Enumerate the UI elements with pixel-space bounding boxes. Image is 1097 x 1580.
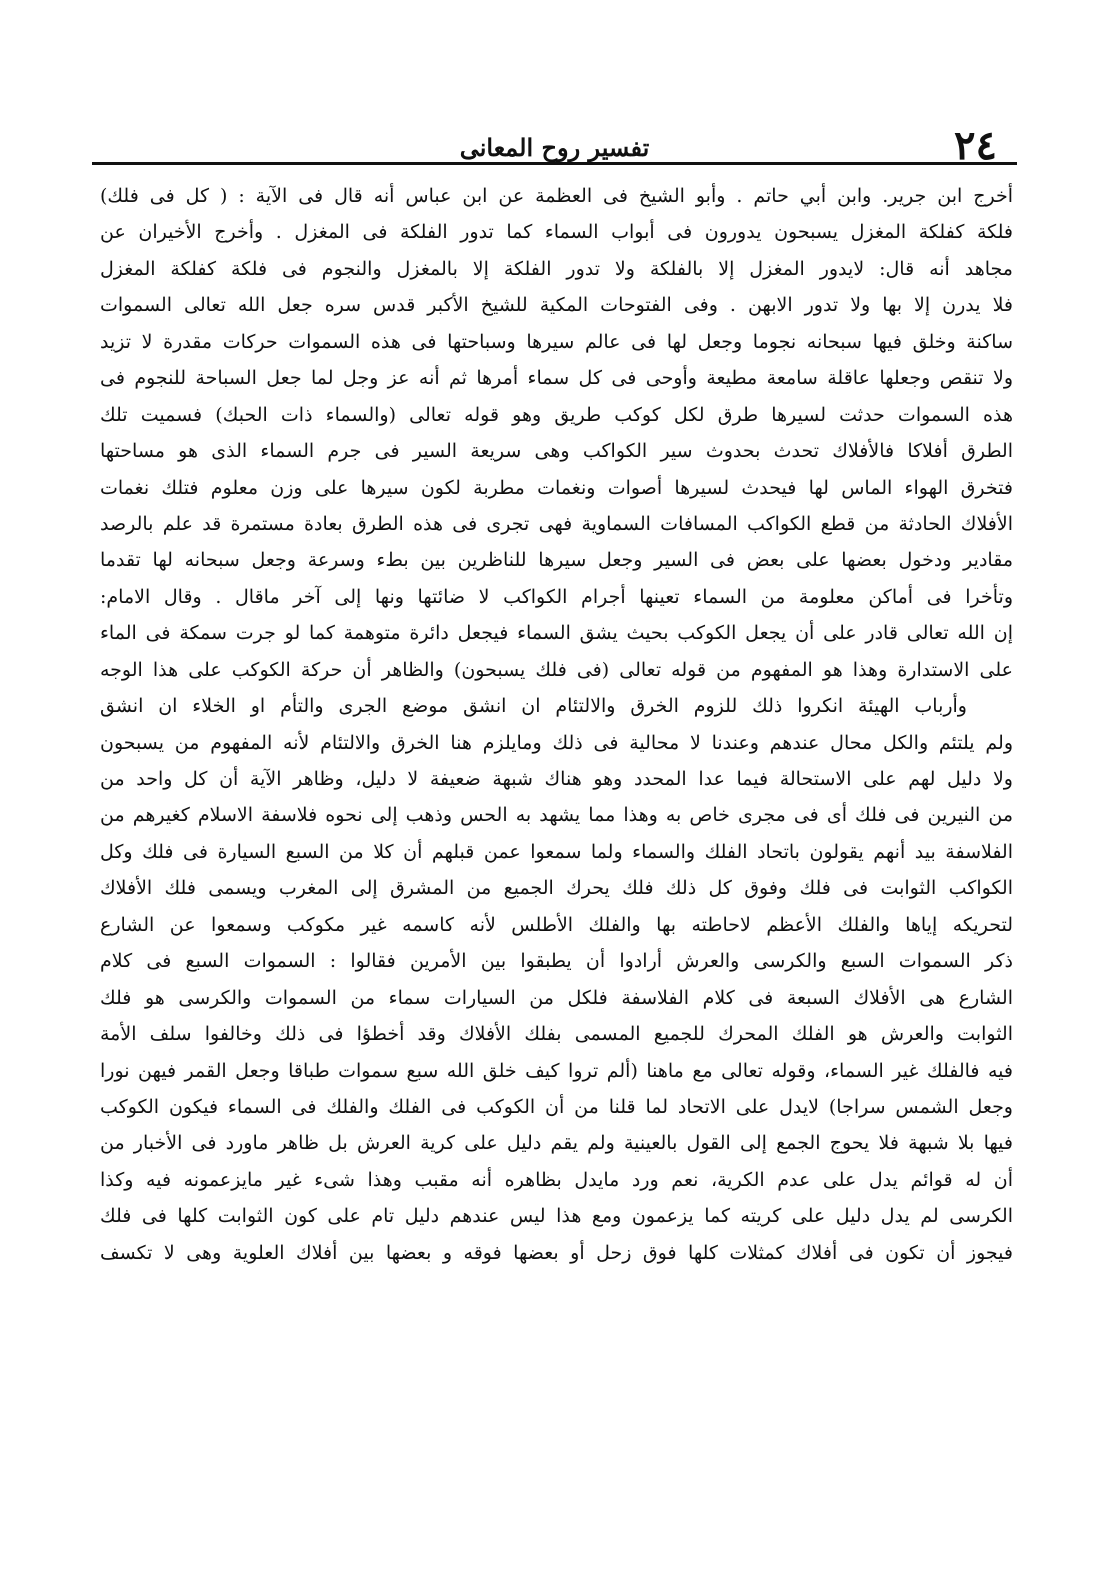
page-number: ٢٤ bbox=[954, 122, 997, 169]
text-line: الشارع هى الأفلاك السبعة فى كلام الفلاسفة فلكل من السيارات سماء من السموات والكرسى هو فلك bbox=[100, 986, 1013, 1009]
body-text bbox=[100, 178, 1013, 1271]
text-line: ساكنة وخلق فيها سبحانه نجوما وجعل لها فى عالم سيرها وسباحتها فى هذه السموات حركات مقدرة لا تزيد bbox=[100, 330, 1013, 353]
text-line: الكرسى لم يدل دليل على كريته كما يزعمون ومع هذا ليس عندهم دليل تام على كون الثوابت كلها فى فلك bbox=[100, 1205, 1013, 1228]
text-line: مقادير ودخول بعضها على بعض فى السير وجعل سيرها للناظرين بين بطء وسرعة وجعل سبحانه لها تقدما bbox=[100, 549, 1013, 572]
text-line: هذه السموات حدثت لسيرها طرق لكل كوكب طريق وهو قوله تعالى (والسماء ذات الحبك) فسميت تلك bbox=[100, 403, 1013, 426]
text-line: وأرباب الهيئة انكروا ذلك للزوم الخرق والالتئام ان انشق موضع الجرى والتأم او الخلاء ان انشق bbox=[100, 695, 967, 718]
text-line: فيه فالفلك غير السماء، وقوله تعالى مع ماهنا (ألم تروا كيف خلق الله سبع سموات طباقا وجعل القمر فيهن نورا bbox=[100, 1059, 1013, 1082]
text-line: أخرج ابن جرير. وابن أبي حاتم . وأبو الشيخ فى العظمة عن ابن عباس أنه قال فى الآية : ( كل فى فلك) bbox=[100, 185, 1013, 207]
text-line: الفلاسفة بيد أنهم يقولون باتحاد الفلك والسماء ولما سمعوا عمن قبلهم أن كلا من السبع السيارة فى فلك وكل bbox=[100, 840, 1013, 863]
header-rule bbox=[92, 162, 1017, 165]
text-line: فتخرق الهواء الماس لها فيحدث لسيرها أصوات ونغمات مطربة لكون سيرها على وزن معلوم فتلك نغمات bbox=[100, 476, 1013, 499]
text-line: فلا يدرن إلا بها ولا تدور الابهن . وفى الفتوحات المكية للشيخ الأكبر قدس سره جعل الله تعالى السموات bbox=[100, 294, 1013, 317]
text-line: أن له قوائم يدل على عدم الكرية، نعم ورد مايدل بظاهره أنه مقبب وهذا شىء غير مايزعمونه فيه وكذا bbox=[100, 1168, 1013, 1191]
text-line: من النيرين فى فلك أى فى مجرى خاص به وهذا مما يشهد به الحس وذهب إلى نحوه فلاسفة الاسلام كغيرهم من bbox=[100, 804, 1013, 827]
text-line: الثوابت والعرش هو الفلك المحرك للجميع المسمى بفلك الأفلاك وقد أخطؤا فى ذلك وخالفوا سلف الأمة bbox=[100, 1023, 1013, 1046]
text-line: وجعل الشمس سراجا) لايدل على الاتحاد لما قلنا من أن الكوكب فى الفلك والفلك فى السماء فيكون الكوكب bbox=[100, 1095, 1013, 1118]
text-line: على الاستدارة وهذا هو المفهوم من قوله تعالى (فى فلك يسبحون) والظاهر أن حركة الكوكب على هذا الوجه bbox=[100, 658, 1013, 681]
text-line: فيجوز أن تكون فى أفلاك كمثلات كلها فوق زحل أو بعضها فوقه و بعضها بين أفلاك العلوية وهى لا تكسف bbox=[100, 1241, 1013, 1264]
text-line: وتأخرا فى أماكن معلومة من السماء تعينها أجرام الكواكب لا ضائتها ونها إلى آخر ماقال . وقال الامام: bbox=[100, 585, 1013, 608]
text-line: ولا دليل لهم على الاستحالة فيما عدا المحدد وهو هناك شبهة ضعيفة لا دليل، وظاهر الآية أن كل واحد من bbox=[100, 768, 1013, 790]
text-line: فيها بلا شبهة فلا يحوج الجمع إلى القول بالعينية ولم يقم دليل على كرية العرش بل ظاهر ماورد فى الأخبار من bbox=[100, 1132, 1013, 1155]
text-line: الطرق أفلاكا فالأفلاك تحدث بحدوث سير الكواكب وهى سريعة السير فى جرم السماء الذى هو مساحتها bbox=[100, 440, 1013, 463]
text-line: فلكة كفلكة المغزل يسبحون يدورون فى أبواب السماء كما تدور الفلكة فى المغزل . وأخرج الأخيران عن bbox=[100, 221, 1013, 244]
text-line: الكواكب الثوابت فى فلك وفوق كل ذلك فلك يحرك الجميع من المشرق إلى المغرب ويسمى فلك الأفلاك bbox=[100, 877, 1013, 900]
text-line: ولا تنقص وجعلها عاقلة سامعة مطيعة وأوحى فى كل سماء أمرها ثم أنه عز وجل لما جعل السباحة للنجوم فى bbox=[100, 367, 1013, 390]
text-line: إن الله تعالى قادر على أن يجعل الكوكب بحيث يشق السماء فيجعل دائرة متوهمة كما لو جرت سمكة فى الماء bbox=[100, 622, 1013, 645]
text-line: ذكر السموات السبع والكرسى والعرش أرادوا أن يطبقوا بين الأمرين فقالوا : السموات السبع فى كلام bbox=[100, 950, 1013, 973]
text-line: مجاهد أنه قال: لايدور المغزل إلا بالفلكة ولا تدور الفلكة إلا بالمغزل والنجوم فى فلكة كفلكة المغزل bbox=[100, 257, 1013, 280]
running-title: تفسير روح المعانى bbox=[459, 133, 650, 162]
text-line: الأفلاك الحادثة من قطع الكواكب المسافات السماوية فهى تجرى فى هذه الطرق بعادة مستمرة قد علم بالرصد bbox=[100, 512, 1013, 535]
text-line: ولم يلتئم والكل محال عندهم وعندنا لا محالية فى ذلك ومايلزم هنا الخرق والالتئام لأنه المفهوم من يسبحون bbox=[100, 731, 1013, 754]
text-line: لتحريكه إياها والفلك الأعظم لاحاطته بها والفلك الأطلس لأنه كاسمه غير مكوكب وسمعوا عن الشارع bbox=[100, 913, 1013, 936]
